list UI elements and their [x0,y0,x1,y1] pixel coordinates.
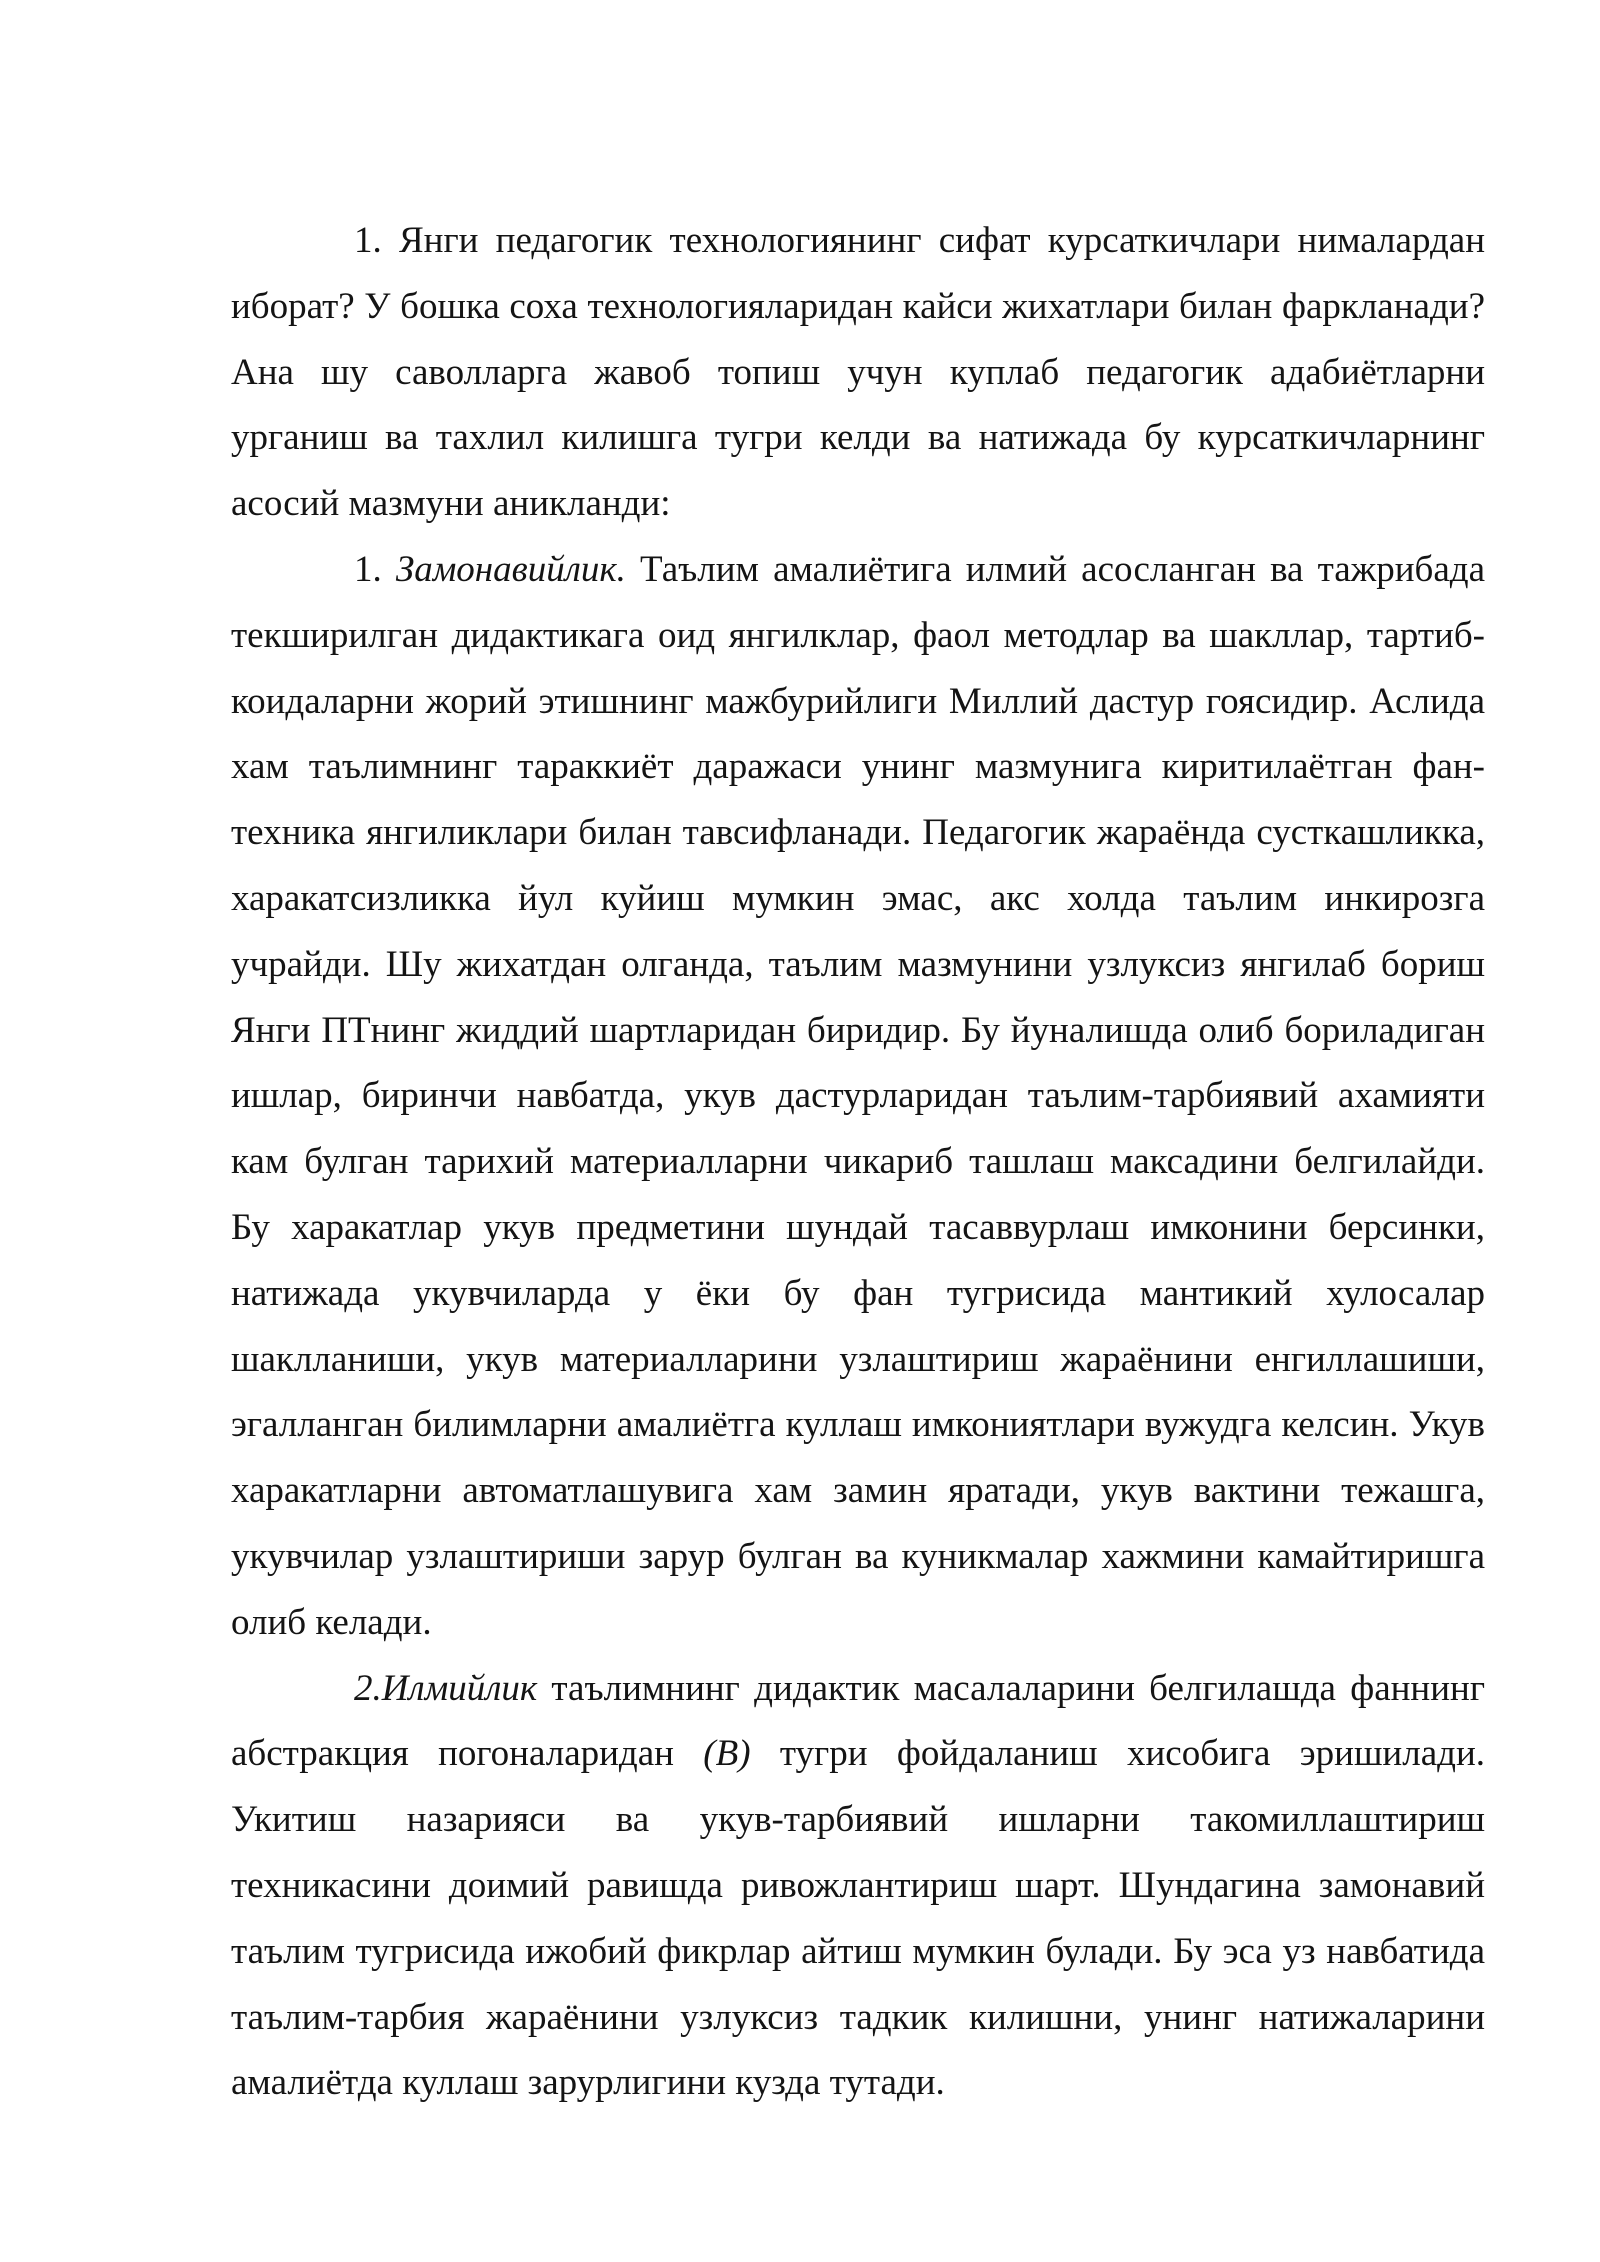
term-abstraction-marker: (В) [703,1733,751,1775]
paragraph-scientific [231,1656,1485,2117]
term-modernity: Замонавийлик. [395,548,626,590]
paragraph-text: Таълим амалиётига илмий асосланган ва тажрибада текширилган дидактикага оид янгилклар, фаол методлар ва шакллар, тартиб-коидаларни жорий этишнинг мажбурийлиги Миллий дастур гоясидир. Аслида хам таълимнинг тараккиёт даражаси унинг мазмунига киритилаётган фан-техника янгиликлари билан тавсифланади. Педагогик жараёнда сусткашликка, харакатсизликка йул куйиш мумкин эмас, акс холда таълим инкирозга учрайди. Шу жихатдан олганда, таълим мазмунини узлуксиз янгилаб бориш Янги ПТнинг жиддий шартларидан биридир. Бу йуналишда олиб бориладиган ишлар, биринчи навбатда, укув дастурларидан таълим-тарбиявий ахамияти кам булган тарихий материалларни чикариб ташлаш максадини белгилайди. Бу харакатлар укув предметини шундай тасаввурлаш имконини берсинки, натижада укувчиларда у ёки бу фан тугрисида мантикий хулосалар шаклланиши, укув материалларини узлаштириш жараёнини енгиллашиши, эгалланган билимларни амалиётга куллаш имкониятлари вужудга келсин. Укув харакатларни автоматлашувига хам замин яратади, укув вактини тежашга, укувчилар узлаштириши зарур булган ва куникмалар хажмини камайтиришга олиб келади. [231,548,1485,1643]
document-page [231,208,1485,2116]
paragraph-text: 1. Янги педагогик технологиянинг сифат курсаткичлари нималардан иборат? У бошка соха технологияларидан кайси жихатлари билан фаркланади? Ана шу саволларга жавоб топиш учун куплаб педагогик адабиётларни урганиш ва тахлил килишга тугри келди ва натижада бу курсаткичларнинг асосий мазмуни аникланди: [231,220,1485,525]
paragraph-text: таълимнинг дидактик масалаларини белгилашда фаннинг абстракция погоналаридан [231,1667,1485,1775]
term-scientific: 2.Илмийлик [354,1667,538,1709]
paragraph-number: 1. [354,548,396,590]
paragraph-modernity [231,537,1485,1656]
paragraph-text-continued: тугри фойдаланиш хисобига эришилади. Укитиш назарияси ва укув-тарбиявий ишларни такомиллаштириш техникасини доимий равишда ривожлантириш шарт. Шундагина замонавий таълим тугрисида ижобий фикрлар айтиш мумкин булади. Бу эса уз навбатида таълим-тарбия жараёнини узлуксиз тадкик килишни, унинг натижаларини амалиётда куллаш зарурлигини кузда тутади. [231,1733,1485,2104]
paragraph-intro [231,208,1485,537]
